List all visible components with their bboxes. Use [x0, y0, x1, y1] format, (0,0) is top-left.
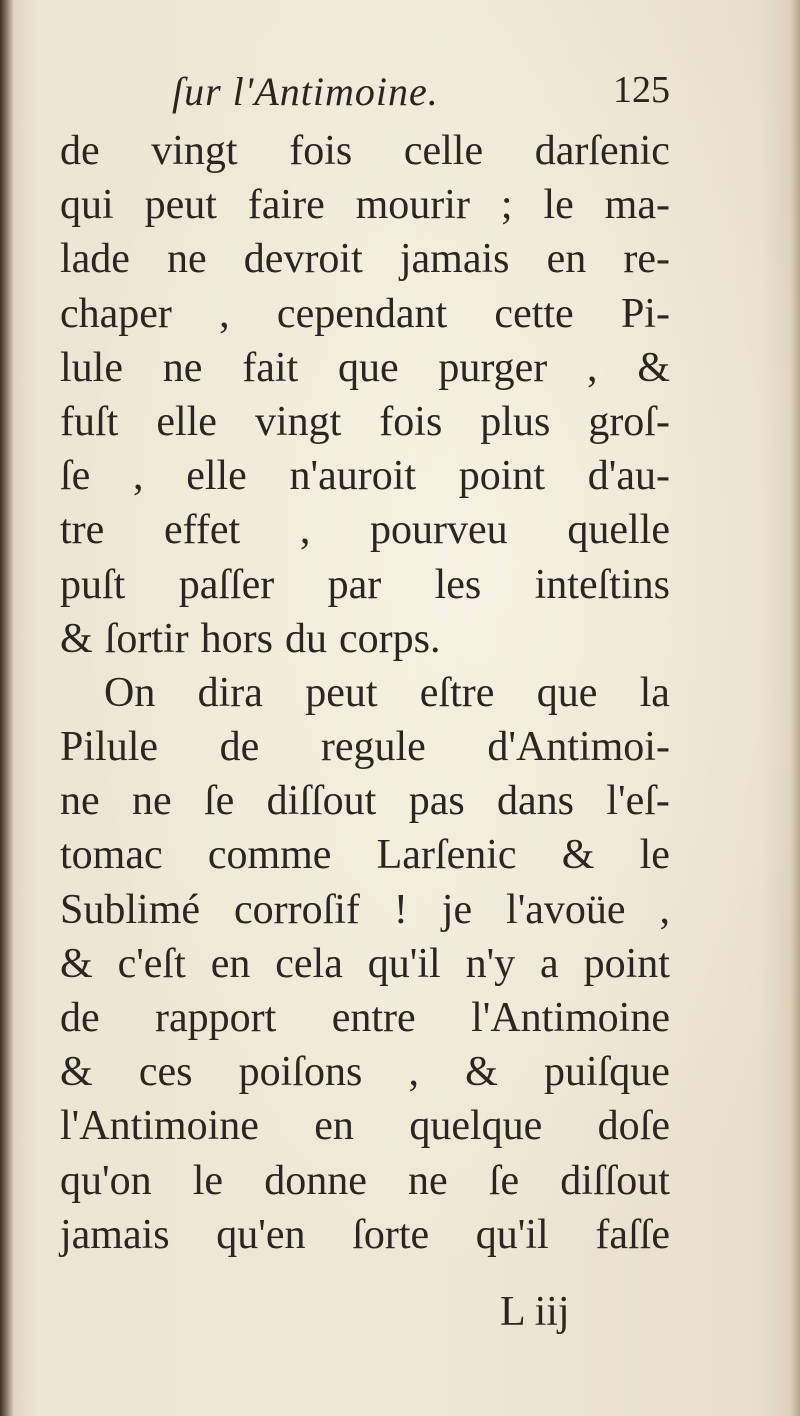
word: cette: [494, 290, 574, 337]
word: vingt: [151, 128, 238, 174]
word: darſenic: [534, 128, 670, 174]
word: faire: [247, 182, 325, 229]
word: jamais: [399, 236, 510, 283]
text-line: [60, 991, 670, 1045]
word: ne: [167, 236, 207, 283]
word: jamais: [60, 1211, 170, 1258]
word: que: [536, 669, 598, 716]
word: ,: [219, 290, 230, 337]
text-line: [60, 287, 670, 341]
word: fois: [289, 128, 353, 174]
word: que: [337, 344, 399, 391]
text-line: [60, 232, 670, 286]
word: ces: [138, 1049, 193, 1096]
text-line: [60, 341, 670, 395]
word: en: [314, 1103, 354, 1150]
word: ma-: [604, 182, 670, 229]
word: rapport: [155, 995, 277, 1041]
body-text: [60, 124, 670, 1262]
word: peut: [144, 182, 217, 229]
word: effet: [163, 507, 241, 554]
word: cependant: [276, 290, 448, 337]
word: Larſenic: [376, 832, 517, 879]
word: qu'en: [216, 1211, 306, 1258]
word: fois: [379, 398, 443, 445]
word: d'Antimoi-: [487, 724, 670, 771]
text-line: [60, 612, 670, 666]
word: n'auroit: [289, 453, 417, 500]
word: qu'il: [475, 1211, 549, 1258]
word: ne: [408, 1157, 448, 1204]
text-line: [60, 1099, 670, 1153]
word: les: [434, 561, 482, 608]
word: ſorte: [352, 1211, 430, 1258]
word: poiſons: [238, 1049, 363, 1096]
running-title: ſur l'Antimoine.: [172, 69, 439, 114]
word: peut: [305, 669, 378, 716]
word: ne: [60, 778, 100, 825]
word: dans: [497, 778, 575, 825]
word: faſſe: [595, 1211, 670, 1258]
word: fait: [242, 344, 299, 391]
text-line: [60, 883, 670, 937]
text-line: [60, 124, 670, 178]
word: de: [60, 128, 100, 174]
word: celle: [403, 128, 484, 174]
word: d'au-: [587, 453, 670, 500]
text-line: [60, 558, 670, 612]
word: ,: [133, 453, 144, 500]
word: quelle: [567, 507, 670, 554]
word: n'y: [465, 940, 516, 987]
word: tre: [60, 507, 105, 554]
word: fuſt: [60, 398, 119, 445]
text-line: [60, 774, 670, 828]
word: lule: [60, 344, 123, 391]
word: l'eſ-: [606, 778, 670, 825]
word: !: [393, 886, 408, 933]
word: c'eſt: [117, 940, 186, 987]
word: le: [192, 1157, 224, 1204]
word: elle: [186, 453, 247, 500]
word: inteſtins: [534, 561, 670, 608]
word: mourir: [355, 182, 470, 229]
word: de: [60, 995, 100, 1041]
word: pourveu: [370, 507, 508, 554]
word: donne: [264, 1157, 367, 1204]
word: corroſif: [233, 886, 360, 933]
text-line: [60, 1045, 670, 1099]
word: pas: [408, 778, 465, 825]
word: devroit: [243, 236, 363, 283]
word: l'Antimoine: [471, 995, 670, 1041]
text-line: [60, 666, 670, 720]
word: en: [546, 236, 587, 283]
word: l'avoüe: [506, 886, 626, 933]
text-line: [60, 1208, 670, 1262]
word: &: [60, 1049, 93, 1096]
word: tomac: [60, 832, 163, 879]
word: plus: [480, 398, 551, 445]
word: ,: [408, 1049, 419, 1096]
word: eſtre: [419, 669, 495, 716]
word: doſe: [597, 1103, 670, 1150]
word: ne: [162, 344, 203, 391]
word: le: [543, 182, 574, 229]
word: qu'on: [60, 1157, 152, 1204]
word: ſe: [204, 778, 235, 825]
word: diſſout: [560, 1157, 670, 1204]
word: du: [285, 615, 327, 662]
word: Pilule: [60, 724, 159, 771]
word: l'Antimoine: [60, 1103, 259, 1150]
word: cela: [275, 940, 343, 987]
word: chaper: [60, 290, 172, 337]
word: ſortir: [104, 615, 189, 662]
word: &: [561, 832, 595, 879]
word: point: [583, 940, 670, 987]
text-line: [60, 1154, 670, 1208]
word: en: [210, 940, 251, 987]
page-header: [60, 68, 670, 124]
word: la: [639, 669, 670, 716]
word: comme: [207, 832, 332, 879]
word: regule: [320, 724, 426, 771]
word: ,: [587, 344, 598, 391]
text-line: [60, 937, 670, 991]
word: On: [104, 669, 156, 716]
word: qu'il: [367, 940, 441, 987]
word: groſ-: [588, 398, 670, 445]
word: paſſer: [178, 561, 275, 608]
page-edge: [790, 0, 800, 1416]
word: qui: [60, 182, 114, 229]
word: lade: [60, 236, 130, 283]
text-line: [60, 395, 670, 449]
word: je: [441, 886, 473, 933]
text-line: [60, 503, 670, 557]
word: &: [60, 940, 93, 987]
word: ,: [299, 507, 311, 554]
word: elle: [156, 398, 217, 445]
word: vingt: [254, 398, 342, 445]
text-line: [60, 178, 670, 232]
word: diſſout: [266, 778, 377, 825]
word: le: [639, 832, 670, 879]
word: point: [458, 453, 546, 500]
text-line: [60, 720, 670, 774]
word: de: [219, 724, 260, 771]
word: par: [327, 561, 382, 608]
word: quelque: [409, 1103, 543, 1150]
word: ;: [500, 182, 513, 229]
word: a: [540, 940, 559, 987]
word: Pi-: [620, 290, 670, 337]
word: corps.: [339, 615, 441, 662]
word: puiſque: [543, 1049, 670, 1096]
text-line: [60, 449, 670, 503]
word: &: [465, 1049, 498, 1096]
page-number: 125: [613, 69, 670, 111]
word: &: [60, 615, 93, 662]
word: Sublimé: [60, 886, 201, 933]
word: hors: [200, 615, 273, 662]
text-line: [60, 828, 670, 882]
word: ſe: [488, 1157, 520, 1204]
word: ne: [132, 778, 172, 825]
word: ,: [659, 886, 670, 933]
binding-gutter: [0, 0, 14, 1416]
word: dira: [197, 669, 263, 716]
word: puſt: [60, 561, 126, 608]
word: purger: [438, 344, 548, 391]
word: &: [637, 344, 670, 391]
word: entre: [331, 995, 416, 1041]
word: ſe: [60, 453, 91, 500]
catchword: L iij: [500, 1289, 570, 1335]
word: re-: [623, 236, 670, 283]
